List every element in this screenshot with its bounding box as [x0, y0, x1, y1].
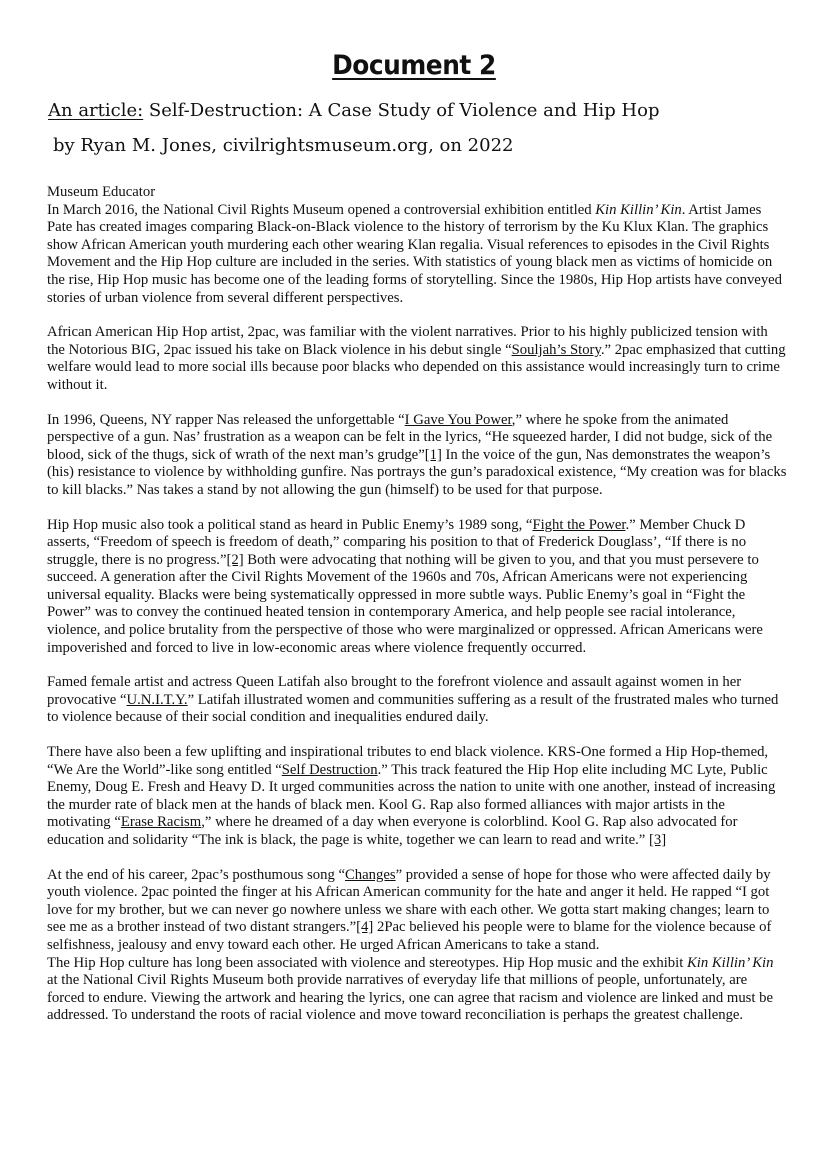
- link-fight-the-power[interactable]: Fight the Power: [532, 516, 626, 533]
- text-run: ” provided a sense of hope for those who were affected daily by youth violence. 2pac pointed the finger at his African American community for the hate and anger it held. He rapped “I got love for my brother, but we can never go nowhere unless we share with each other. We gotta start making changes; learn to see me as a brother instead of two distant strangers.”: [47, 866, 771, 936]
- paragraph-1: [47, 202, 787, 308]
- text-run: at the National Civil Rights Museum both provide narratives of everyday life that millions of people, unfortunately, are forced to endure. Viewing the artwork and hearing the lyrics, one can agree that racism and violence are linked and must be addressed. To understand the roots of racial violence and move toward reconciliation is perhaps the greatest challenge.: [47, 972, 774, 1024]
- exhibit-name: Kin Killin’ Kin: [686, 954, 774, 971]
- article-byline: by Ryan M. Jones, civilrightsmuseum.org, on 2022: [53, 135, 514, 156]
- text-run: ” Latifah illustrated women and communities suffering as a result of the frustrated males who turned to violence because of their social condition and inequalities endured daily.: [47, 691, 779, 726]
- text-run: .” This track featured the Hip Hop elite including MC Lyte, Public Enemy, Doug E. Fresh and Heavy D. It urged communities across the nation to unite with one another, instead of increasing the murder rate of black men at the hands of black men. Kool G. Rap also formed alliances with major artists in the motivating “: [47, 761, 776, 831]
- link-self-destruction[interactable]: Self Destruction: [281, 761, 378, 778]
- text-run: Both were advocating that nothing will be given to you, and that you must persevere to succeed. A generation after the Civil Rights Movement of the 1960s and 70s, African Americans were not experiencing universal equality. Blacks were being systematically oppressed in more subtle ways. Public Enemy’s goal in “Fight the Power” was to convey the continued heated tension in contemporary America, and help people see racial intolerance, violence, and police brutality from the perspective of those who were marginalized or oppressed. African Americans were impoverished and forced to live in low-economic areas where violence frequently occurred.: [47, 551, 763, 656]
- footnote-link-3[interactable]: [3]: [648, 832, 667, 848]
- text-run: African American Hip Hop artist, 2pac, was familiar with the violent narratives. Prior to his highly publicized tension with the Notorious BIG, 2pac issued his take on Black violence in his debut single “: [47, 324, 768, 358]
- paragraph-2: [47, 324, 787, 394]
- footnote-link-4[interactable]: [4]: [356, 919, 374, 936]
- text-run: . Artist James Pate has created images comparing Black-on-Black violence to the history of terrorism by the Ku Klux Klan. The graphics show African American youth murdering each other wearing Klan regalia. Visual references to episodes in the Civil Rights Movement and the Hip Hop culture are included in the series. With statistics of young black men as victims of homicide on the rise, Hip Hop music has become one of the leading forms of storytelling. Since the 1980s, Hip Hop artists have conveyed stories of urban violence from several different perspectives.: [47, 201, 783, 306]
- text-run: Famed female artist and actress Queen Latifah also brought to the forefront violence and assault against women in her provocative “: [47, 674, 742, 708]
- text-run: In March 2016, the National Civil Rights Museum opened a controversial exhibition entitled: [47, 201, 596, 218]
- footnote-link-2[interactable]: [2]: [226, 551, 244, 568]
- article-label: An article:: [48, 100, 144, 121]
- article-title: [48, 100, 660, 121]
- text-run: ,” where he spoke from the animated perspective of a gun. Nas’ frustration as a weapon can be felt in the lyrics, “He squeezed harder, I did not budge, sick of the blood, sick of the thugs, sick of wrath of the next man’s grudge”: [47, 411, 773, 463]
- paragraph-6: [47, 744, 787, 850]
- exhibit-name: Kin Killin’ Kin: [595, 201, 682, 218]
- text-run: .” 2pac emphasized that cutting welfare would lead to more social ills because poor blacks who depended on this assistance would increasingly turn to crime without it.: [47, 341, 786, 393]
- article-title-text: Self-Destruction: A Case Study of Violence and Hip Hop: [143, 100, 660, 121]
- text-run: 2Pac believed his people were to blame for the violence because of selfishness, jealousy and envy toward each other. He urged African Americans to take a stand.: [47, 919, 772, 953]
- paragraph-5: [47, 674, 787, 727]
- link-erase-racism[interactable]: Erase Racism: [120, 814, 202, 831]
- text-run: Hip Hop music also took a political stand as heard in Public Enemy’s 1989 song, “: [47, 516, 533, 533]
- text-run: .” Member Chuck D asserts, “Freedom of speech is freedom of death,” comparing his position to that of Frederick Douglass’, “If there is no struggle, there is no progress.”: [47, 516, 747, 568]
- text-run: The Hip Hop culture has long been associated with violence and stereotypes. Hip Hop music and the exhibit: [47, 954, 687, 971]
- document-title: Document 2: [332, 50, 496, 81]
- link-changes[interactable]: Changes: [345, 866, 396, 883]
- article-body: [47, 184, 787, 1042]
- text-run: In 1996, Queens, NY rapper Nas released the unforgettable “: [47, 411, 405, 428]
- text-run: At the end of his career, 2pac’s posthumous song “: [47, 866, 345, 883]
- paragraph-3: [47, 412, 787, 500]
- paragraph-4: [47, 517, 787, 658]
- link-i-gave-you-power[interactable]: I Gave You Power: [404, 411, 512, 428]
- text-run: There have also been a few uplifting and inspirational tributes to end black violence. KRS-One formed a Hip Hop-themed, “We Are the World”-like song entitled “: [47, 744, 769, 778]
- text-run: In the voice of the gun, Nas demonstrates the weapon’s (his) resistance to violence by withholding gunfire. Nas portrays the gun’s paradoxical existence, “My creation was for blacks to kill blacks.” Nas takes a stand by not allowing the gun (himself) to be used for that purpose.: [47, 446, 787, 498]
- footnote-link-1[interactable]: [1]: [424, 446, 442, 463]
- text-run: ,” where he dreamed of a day when everyone is colorblind. Kool G. Rap also advocated for education and solidarity “The ink is black, the page is white, together we can learn to read and write.”: [47, 814, 738, 848]
- link-souljahs-story[interactable]: Souljah’s Story: [511, 341, 601, 358]
- author-role: Museum Educator: [47, 184, 156, 200]
- link-unity[interactable]: U.N.I.T.Y.: [126, 691, 188, 708]
- paragraph-7: [47, 867, 787, 955]
- paragraph-8: [47, 955, 787, 1025]
